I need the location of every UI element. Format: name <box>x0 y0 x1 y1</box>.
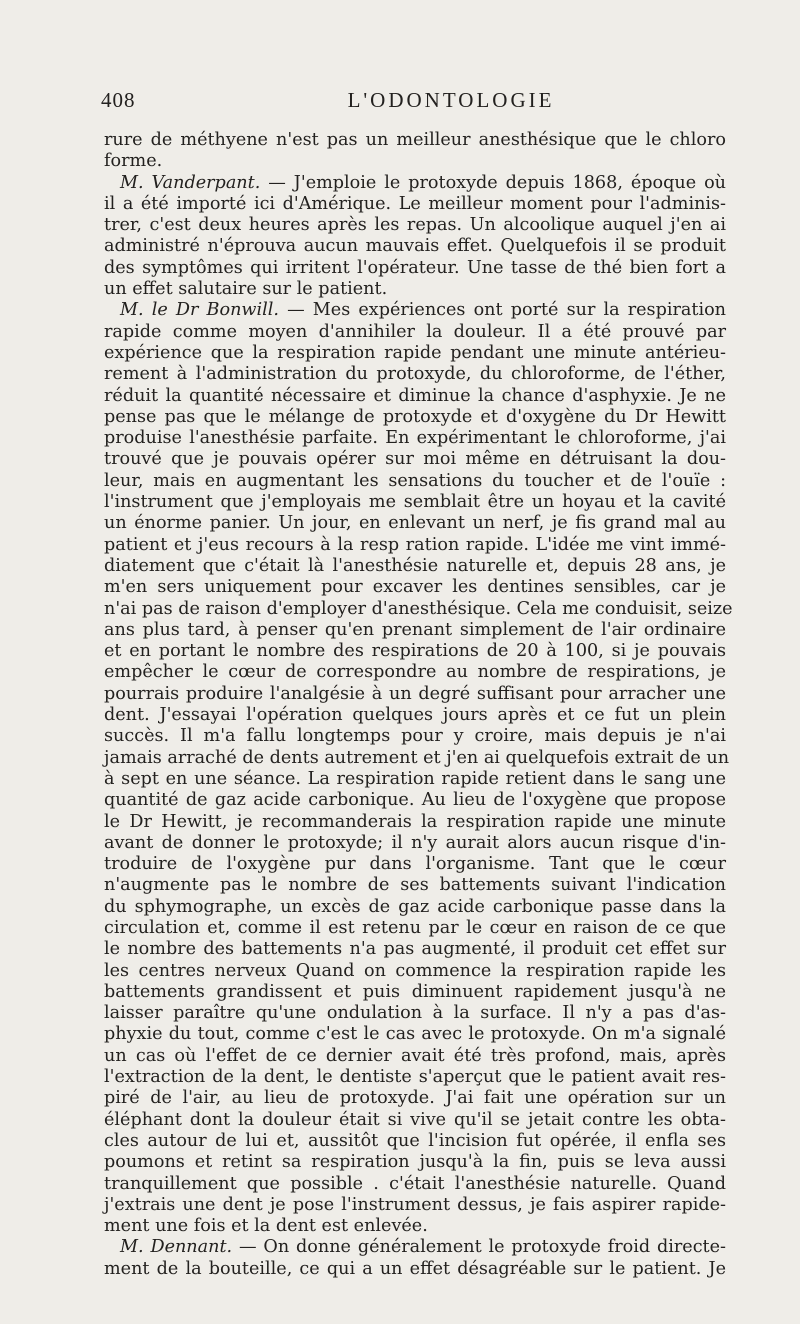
line-text: cles autour de lui et, aussitôt que l'incision fut opérée, il enfla ses <box>104 1130 726 1151</box>
text-line <box>104 854 726 875</box>
line-text: expérience que la respiration rapide pendant une minute antérieu- <box>104 342 726 363</box>
line-text: empêcher le cœur de correspondre au nombre de respirations, je <box>104 662 726 683</box>
text-line <box>104 939 726 960</box>
text-line <box>104 215 726 236</box>
text-line <box>104 343 726 364</box>
text-line <box>104 1003 726 1024</box>
line-text: patient et j'eus recours à la resp ration rapide. L'idée me vint immé- <box>104 534 726 555</box>
line-text: forme. <box>104 151 163 172</box>
text-line <box>104 428 726 449</box>
line-text: dent. J'essayai l'opération quelques jours après et ce fut un plein <box>104 705 726 726</box>
line-text: ment une fois et la dent est enlevée. <box>104 1216 428 1237</box>
line-text: il a été importé ici d'Amérique. Le meilleur moment pour l'adminis- <box>104 193 726 214</box>
line-text: piré de l'air, au lieu de protoxyde. J'ai fait une opération sur un <box>104 1088 726 1109</box>
page-number: 408 <box>101 88 136 112</box>
line-text: des symptômes qui irritent l'opérateur. Une tasse de thé bien fort a <box>104 257 726 278</box>
text-line <box>104 1174 726 1195</box>
line-text: produise l'anesthésie parfaite. En expérimentant le chloroforme, j'ai <box>104 428 726 449</box>
text-line <box>104 130 726 151</box>
text-line <box>104 961 726 982</box>
line-text: à sept en une séance. La respiration rapide retient dans le sang une <box>104 768 726 789</box>
line-text: poumons et retint sa respiration jusqu'à la fin, puis se leva aussi <box>104 1152 726 1173</box>
text-line <box>104 598 733 620</box>
line-text: m'en sers uniquement pour excaver les dentines sensibles, car je <box>104 577 726 598</box>
line-text: circulation et, comme il est retenu par le cœur en raison de ce que <box>104 917 726 938</box>
text-line <box>104 918 726 939</box>
text-line <box>104 279 726 300</box>
text-line <box>104 1259 726 1280</box>
line-text: éléphant dont la douleur était si vive qu'il se jetait contre les obta- <box>104 1109 726 1130</box>
line-text: trouvé que je pouvais opérer sur moi même en détruisant la dou- <box>104 449 726 470</box>
text-line <box>104 747 730 769</box>
text-line <box>104 769 726 790</box>
line-text: phyxie du tout, comme c'est le cas avec le protoxyde. On m'a signalé <box>104 1024 726 1045</box>
line-text: rement à l'administration du protoxyde, du chloroforme, de l'éther, <box>104 364 726 385</box>
line-text: succès. Il m'a fallu longtemps pour y croire, mais depuis je n'ai <box>104 726 726 747</box>
text-line <box>104 471 726 492</box>
text-line <box>104 258 726 279</box>
speaker-name: M. Dennant. <box>120 1237 233 1258</box>
line-text: l'instrument que j'employais me semblait être un hoyau et la cavité <box>104 492 726 513</box>
text-line <box>104 897 726 918</box>
text-line <box>104 1237 726 1258</box>
text-line <box>104 1152 726 1173</box>
text-line <box>104 1046 726 1067</box>
text-line <box>104 1195 726 1216</box>
line-text: un énorme panier. Un jour, en enlevant un nerf, je fis grand mal au <box>104 513 726 534</box>
text-line <box>104 556 726 577</box>
text-line <box>104 1088 726 1109</box>
line-text: rapide comme moyen d'annihiler la douleur. Il a été prouvé par <box>104 321 726 342</box>
text-line <box>104 236 726 257</box>
line-text: trer, c'est deux heures après les repas. Un alcoolique auquel j'en ai <box>104 215 726 236</box>
text-line <box>104 705 726 726</box>
line-text: réduit la quantité nécessaire et diminue la chance d'asphyxie. Je ne <box>104 385 726 406</box>
text-line <box>104 726 726 747</box>
line-text: le nombre des battements n'a pas augmenté, il produit cet effet sur <box>104 939 726 960</box>
line-text: jamais arraché de dents autrement et j'en ai quelquefois extrait de un <box>104 747 730 768</box>
line-text: pourrais produire l'analgésie à un degré suffisant pour arracher une <box>104 683 726 704</box>
line-text: rure de méthyene n'est pas un meilleur anesthésique que le chloro <box>104 130 726 150</box>
text-line <box>104 1216 726 1237</box>
line-text: ment de la bouteille, ce qui a un effet désagréable sur le patient. Je <box>104 1258 726 1279</box>
text-line <box>104 386 726 407</box>
text-line <box>104 194 726 215</box>
text-line <box>104 1067 726 1088</box>
line-text: tranquillement que possible . c'était l'anesthésie naturelle. Quand <box>104 1173 726 1194</box>
text-line <box>104 577 726 598</box>
text-line <box>104 449 726 470</box>
text-line <box>104 535 726 556</box>
text-line <box>104 1110 726 1131</box>
text-line <box>104 812 726 833</box>
text-line <box>104 173 726 194</box>
page-header <box>101 88 724 118</box>
text-line <box>104 1131 726 1152</box>
line-text: les centres nerveux Quand on commence la respiration rapide les <box>104 960 726 981</box>
line-text: — On donne généralement le protoxyde froid directe- <box>232 1237 726 1258</box>
line-text: leur, mais en augmentant les sensations du toucher et de l'ouïe : <box>104 470 726 491</box>
line-text: administré n'éprouva aucun mauvais effet. Quelquefois il se produit <box>104 236 726 257</box>
line-text: l'extraction de la dent, le dentiste s'aperçut que le patient avait res- <box>104 1067 726 1088</box>
speaker-name: M. le Dr Bonwill. <box>120 300 279 321</box>
line-text: et en portant le nombre des respirations de 20 à 100, si je pouvais <box>104 641 726 662</box>
text-line <box>104 300 726 321</box>
line-text: du sphymographe, un excès de gaz acide carbonique passe dans la <box>104 896 726 917</box>
body-text <box>104 130 733 1280</box>
running-title: L'ODONTOLOGIE <box>347 88 555 112</box>
text-line <box>104 492 726 513</box>
text-line <box>104 1024 726 1045</box>
text-line <box>104 620 726 641</box>
speaker-name: M. Vanderpant. <box>120 172 261 193</box>
text-line <box>104 513 726 534</box>
text-line <box>104 364 726 385</box>
text-line <box>104 790 726 811</box>
text-line <box>104 641 726 662</box>
line-text: j'extrais une dent je pose l'instrument dessus, je fais aspirer rapide- <box>104 1194 726 1215</box>
text-line <box>104 982 726 1003</box>
text-line <box>104 322 726 343</box>
line-text: un cas où l'effet de ce dernier avait été très profond, mais, après <box>104 1045 726 1066</box>
line-text: le Dr Hewitt, je recommanderais la respiration rapide une minute <box>104 811 726 832</box>
line-text: laisser paraître qu'une ondulation à la surface. Il n'y a pas d'as- <box>104 1003 726 1024</box>
line-text: ans plus tard, à penser qu'en prenant simplement de l'air ordinaire <box>104 619 726 640</box>
line-text: avant de donner le protoxyde; il n'y aurait alors aucun risque d'in- <box>104 832 726 853</box>
line-text: troduire de l'oxygène pur dans l'organisme. Tant que le cœur <box>104 854 726 875</box>
line-text: n'augmente pas le nombre de ses battements suivant l'indication <box>104 875 726 896</box>
line-text: pense pas que le mélange de protoxyde et d'oxygène du Dr Hewitt <box>104 406 726 427</box>
line-text: un effet salutaire sur le patient. <box>104 279 388 300</box>
text-line <box>104 407 726 428</box>
text-line <box>104 875 726 896</box>
line-text: — J'emploie le protoxyde depuis 1868, époque où <box>260 172 727 193</box>
line-text: — Mes expériences ont porté sur la respiration <box>278 300 726 321</box>
line-text: quantité de gaz acide carbonique. Au lieu de l'oxygène que propose <box>104 790 726 811</box>
text-line <box>104 151 726 172</box>
text-line <box>104 684 726 705</box>
line-text: n'ai pas de raison d'employer d'anesthésique. Cela me conduisit, seize <box>104 598 733 619</box>
line-text: diatement que c'était là l'anesthésie naturelle et, depuis 28 ans, je <box>104 555 726 576</box>
text-line <box>104 833 726 854</box>
text-line <box>104 662 726 683</box>
line-text: battements grandissent et puis diminuent rapidement jusqu'à ne <box>104 981 726 1002</box>
